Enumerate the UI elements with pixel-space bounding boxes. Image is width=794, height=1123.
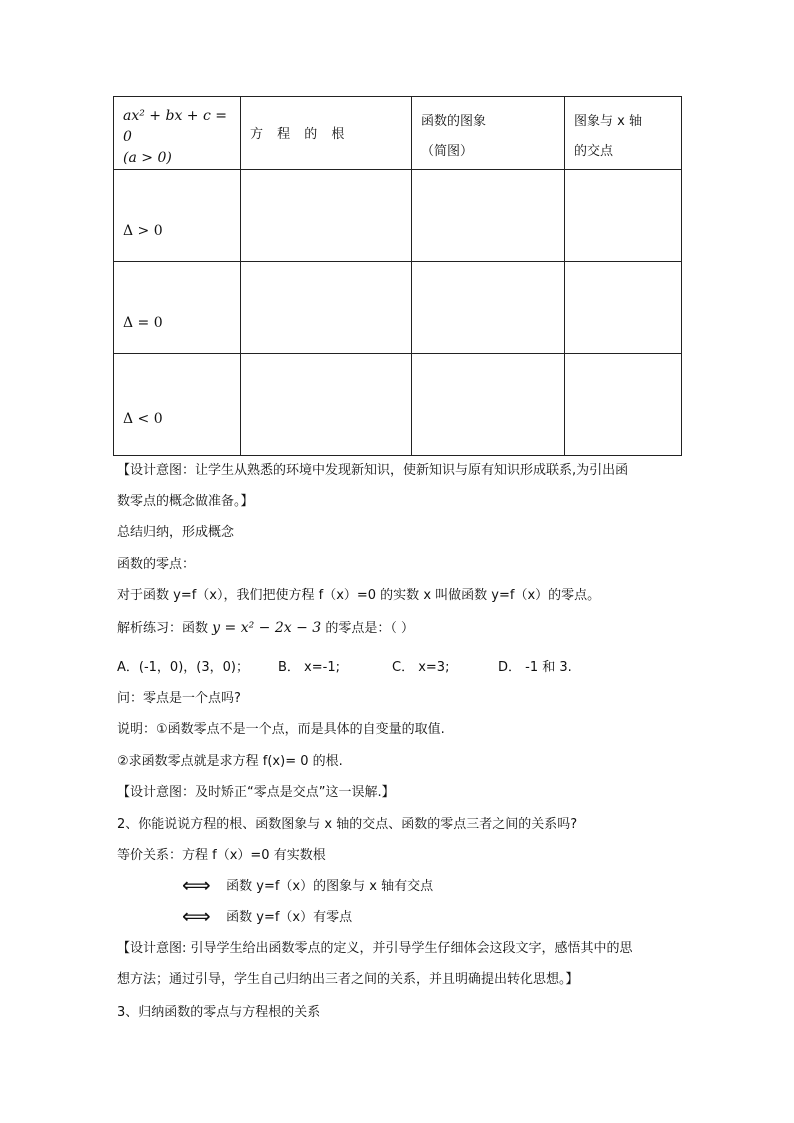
row-label-cell [114, 354, 241, 456]
header-equation-cell [114, 97, 241, 170]
question: 问：零点是一个点吗? [117, 691, 241, 706]
header-intersection-cell [565, 97, 682, 170]
row-label-cell [114, 262, 241, 354]
empty-cell [241, 354, 412, 456]
equivalence-line-2 [182, 904, 352, 928]
header-roots: 方 程 的 根 [250, 127, 350, 142]
row-label: Δ < 0 [123, 411, 163, 427]
zero-point-definition: 对于函数 y=f（x），我们把使方程 f（x）=0 的实数 x 叫做函数 y=f（x）的零点。 [117, 588, 601, 603]
equivalence-text-2: 函数 y=f（x）有零点 [226, 910, 353, 925]
table-row [114, 262, 682, 354]
option-a: A．(-1，0)，(3，0)； [117, 660, 249, 675]
explanation-2: ②求函数零点就是求方程 f(x)= 0 的根. [117, 754, 343, 769]
discriminant-table [113, 96, 682, 456]
design-intent-1-cont: 数零点的概念做准备。】 [117, 494, 254, 509]
empty-cell [565, 354, 682, 456]
table-header-row [114, 97, 682, 170]
row-label: Δ > 0 [123, 223, 163, 239]
empty-cell [565, 262, 682, 354]
header-intersection-sub: 的交点 [574, 144, 614, 159]
section-3-heading: 3、归纳函数的零点与方程根的关系 [117, 1005, 321, 1020]
double-arrow-icon: ⟺ [182, 873, 211, 897]
explanation-1: 说明：①函数零点不是一个点，而是具体的自变量的取值. [117, 722, 445, 737]
empty-cell [241, 170, 412, 262]
design-intent-1: 【设计意图：让学生从熟悉的环境中发现新知识，使新知识与原有知识形成联系,为引出函 [117, 463, 629, 478]
design-intent-3-cont: 想方法；通过引导，学生自己归纳出三者之间的关系，并且明确提出转化思想。】 [117, 972, 579, 987]
option-b: B． x=-1; [278, 660, 340, 675]
equivalence-line-1 [182, 873, 433, 897]
empty-cell [565, 170, 682, 262]
empty-cell [412, 354, 565, 456]
option-d: D． -1 和 3. [498, 660, 572, 675]
design-intent-3: 【设计意图: 引导学生给出函数零点的定义，并引导学生仔细体会这段文字，感悟其中的思 [117, 941, 633, 956]
empty-cell [412, 170, 565, 262]
design-intent-2: 【设计意图：及时矫正“零点是交点”这一误解.】 [117, 785, 395, 800]
question-2: 2、你能说说方程的根、函数图象与 x 轴的交点、函数的零点三者之间的关系吗? [117, 817, 578, 832]
empty-cell [241, 262, 412, 354]
exercise [117, 617, 414, 636]
row-label: Δ = 0 [123, 315, 163, 331]
header-equation: ax² + bx + c = 0 [123, 108, 227, 145]
header-condition: (a > 0) [123, 150, 172, 166]
exercise-prefix: 解析练习：函数 [117, 621, 209, 636]
row-label-cell [114, 170, 241, 262]
exercise-formula: y = x² − 2x − 3 [212, 620, 322, 636]
summary-heading: 总结归纳，形成概念 [117, 525, 235, 540]
header-graph: 函数的图象 [421, 114, 487, 129]
header-intersection: 图象与 x 轴 [574, 114, 642, 129]
exercise-suffix: 的零点是：（ ） [325, 621, 414, 636]
header-graph-sub: （简图） [421, 144, 474, 159]
equivalence-text-1: 函数 y=f（x）的图象与 x 轴有交点 [226, 879, 434, 894]
table-row [114, 170, 682, 262]
table-row [114, 354, 682, 456]
header-graph-cell [412, 97, 565, 170]
double-arrow-icon: ⟺ [182, 904, 211, 928]
empty-cell [412, 262, 565, 354]
equivalence-title: 等价关系：方程 f（x）=0 有实数根 [117, 848, 326, 863]
header-roots-cell [241, 97, 412, 170]
option-c: C． x=3; [392, 660, 450, 675]
zero-point-title: 函数的零点： [117, 557, 196, 572]
